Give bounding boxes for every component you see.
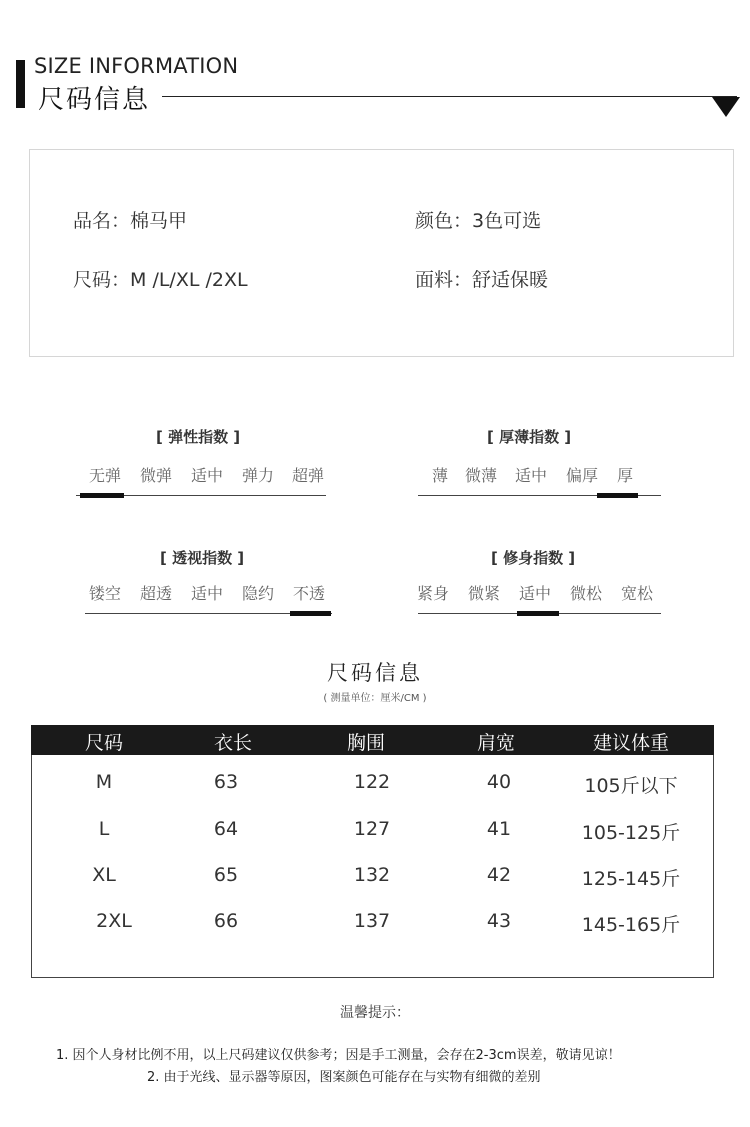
info-product-name: [73, 206, 187, 233]
table-cell: 40: [486, 771, 512, 793]
size-table-header-cell: 建议体重: [592, 732, 669, 754]
elasticity-option: 弹力: [242, 466, 275, 485]
product-info-box: [29, 149, 734, 357]
thickness-option: 厚: [617, 466, 634, 485]
elasticity-selected-marker: [80, 493, 124, 498]
table-cell: 122: [353, 771, 391, 793]
table-cell: 41: [486, 818, 512, 840]
thickness-option: 薄: [432, 466, 449, 485]
elasticity-index-title: [ 弹性指数 ]: [156, 428, 241, 446]
size-table-header-cell: 肩宽: [476, 732, 515, 754]
info-value: 3色可选: [472, 210, 542, 232]
info-label: 品名：: [73, 210, 131, 232]
elasticity-option: 微弹: [140, 466, 173, 485]
tip-note: 1. 因个人身材比例不用，以上尺码建议仅供参考；因是手工测量，会存在2-3cm误差，敬请见谅！: [56, 1048, 621, 1063]
transparency-selected-marker: [290, 611, 331, 616]
elasticity-option: 适中: [191, 466, 224, 485]
header-title-en: SIZE INFORMATION: [34, 54, 239, 78]
tips-title: 温馨提示：: [340, 1005, 410, 1021]
size-table: [31, 725, 714, 978]
fit-option: 适中: [519, 584, 552, 603]
info-size: [73, 265, 248, 292]
info-label: 面料：: [415, 269, 473, 291]
fit-option: 宽松: [621, 584, 654, 603]
thickness-option: 微薄: [465, 466, 498, 485]
header-triangle-icon: [712, 97, 740, 117]
info-color: [415, 206, 541, 233]
transparency-option: 隐约: [242, 584, 275, 603]
table-cell: 137: [353, 910, 391, 932]
transparency-option: 适中: [191, 584, 224, 603]
thickness-option: 偏厚: [566, 466, 599, 485]
header-title-cn: 尺码信息: [38, 85, 151, 115]
size-table-header-cell: 尺码: [84, 732, 123, 754]
info-value: M /L/XL /2XL: [130, 269, 248, 291]
header-divider: [162, 96, 737, 97]
transparency-option: 不透: [293, 584, 326, 603]
table-cell: XL: [92, 864, 116, 886]
table-cell: 43: [486, 910, 512, 932]
transparency-option: 镂空: [89, 584, 122, 603]
table-cell: 105-125斤: [581, 822, 681, 844]
table-cell: 145-165斤: [581, 914, 681, 936]
info-fabric: [415, 265, 548, 292]
thickness-selected-marker: [597, 493, 638, 498]
fit-option: 微紧: [468, 584, 501, 603]
header-accent-bar: [16, 60, 25, 108]
fit-option: 紧身: [417, 584, 450, 603]
table-cell: 105斤以下: [584, 775, 678, 797]
info-value: 棉马甲: [130, 210, 188, 232]
info-value: 舒适保暖: [472, 269, 549, 291]
table-cell: 42: [486, 864, 512, 886]
fit-index-title: [ 修身指数 ]: [491, 549, 576, 567]
fit-selected-marker: [517, 611, 559, 616]
table-cell: M: [95, 771, 113, 793]
transparency-index-title: [ 透视指数 ]: [160, 549, 245, 567]
table-cell: 2XL: [96, 910, 132, 932]
thickness-index-title: [ 厚薄指数 ]: [487, 428, 572, 446]
table-cell: 65: [213, 864, 239, 886]
size-table-header-cell: 衣长: [213, 732, 252, 754]
table-cell: 64: [213, 818, 239, 840]
size-table-header-cell: 胸围: [346, 732, 385, 754]
table-cell: 66: [213, 910, 239, 932]
tip-note: 2. 由于光线、显示器等原因，图案颜色可能存在与实物有细微的差别: [147, 1070, 541, 1085]
info-label: 尺码：: [73, 269, 131, 291]
table-cell: 63: [213, 771, 239, 793]
elasticity-option: 无弹: [89, 466, 122, 485]
table-cell: 127: [353, 818, 391, 840]
elasticity-option: 超弹: [292, 466, 325, 485]
table-cell: 125-145斤: [581, 868, 681, 890]
table-cell: L: [98, 818, 110, 840]
info-label: 颜色：: [415, 210, 473, 232]
fit-option: 微松: [570, 584, 603, 603]
thickness-option: 适中: [515, 466, 548, 485]
transparency-option: 超透: [140, 584, 173, 603]
table-cell: 132: [353, 864, 391, 886]
size-table-unit-note: ( 测量单位：厘米/CM ): [323, 693, 427, 704]
size-table-title: 尺码信息: [327, 661, 423, 685]
